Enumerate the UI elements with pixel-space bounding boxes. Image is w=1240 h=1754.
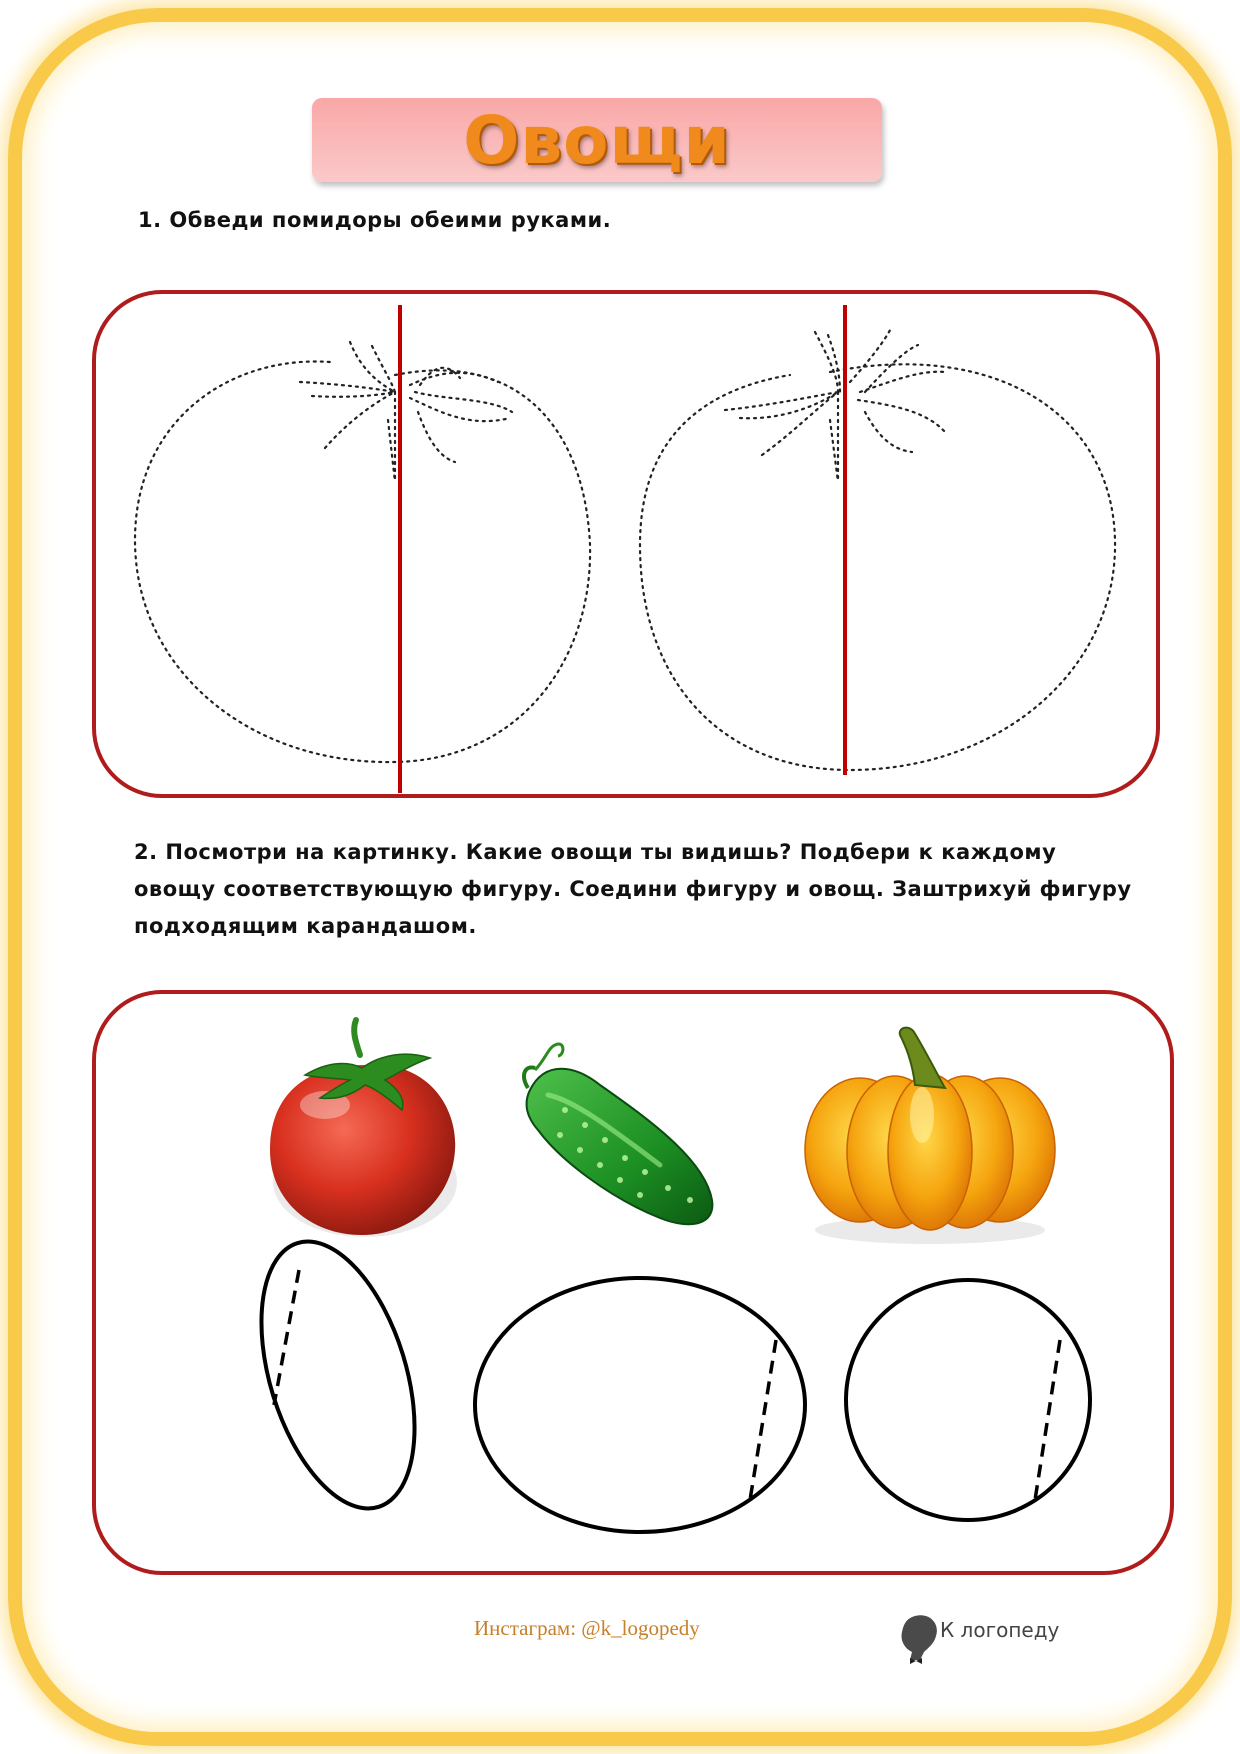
wide-oval-hatch-line	[750, 1340, 776, 1500]
wide-oval-shape	[475, 1278, 805, 1532]
circle-hatch-line	[1035, 1340, 1060, 1500]
oval-hatch-line	[274, 1270, 299, 1405]
instagram-credit: Инстаграм: @k_logopedy	[474, 1616, 700, 1640]
tomato-image	[270, 1020, 457, 1237]
brand-label: К логопеду	[940, 1618, 1060, 1642]
cucumber-image	[524, 1044, 712, 1224]
task-1-instruction: 1. Обведи помидоры обеими руками.	[138, 208, 612, 232]
circle-shape	[846, 1280, 1090, 1520]
page-title: Овощи	[463, 101, 731, 179]
pumpkin-image	[805, 1028, 1055, 1244]
tilted-oval-shape	[233, 1223, 444, 1527]
task-2-instruction: 2. Посмотри на картинку. Какие овощи ты видишь? Подбери к каждому овощу соответствующую фигуру. Соедини фигуру и овощ. Заштрихуй фигуру подходящим карандашом.	[134, 840, 1132, 938]
